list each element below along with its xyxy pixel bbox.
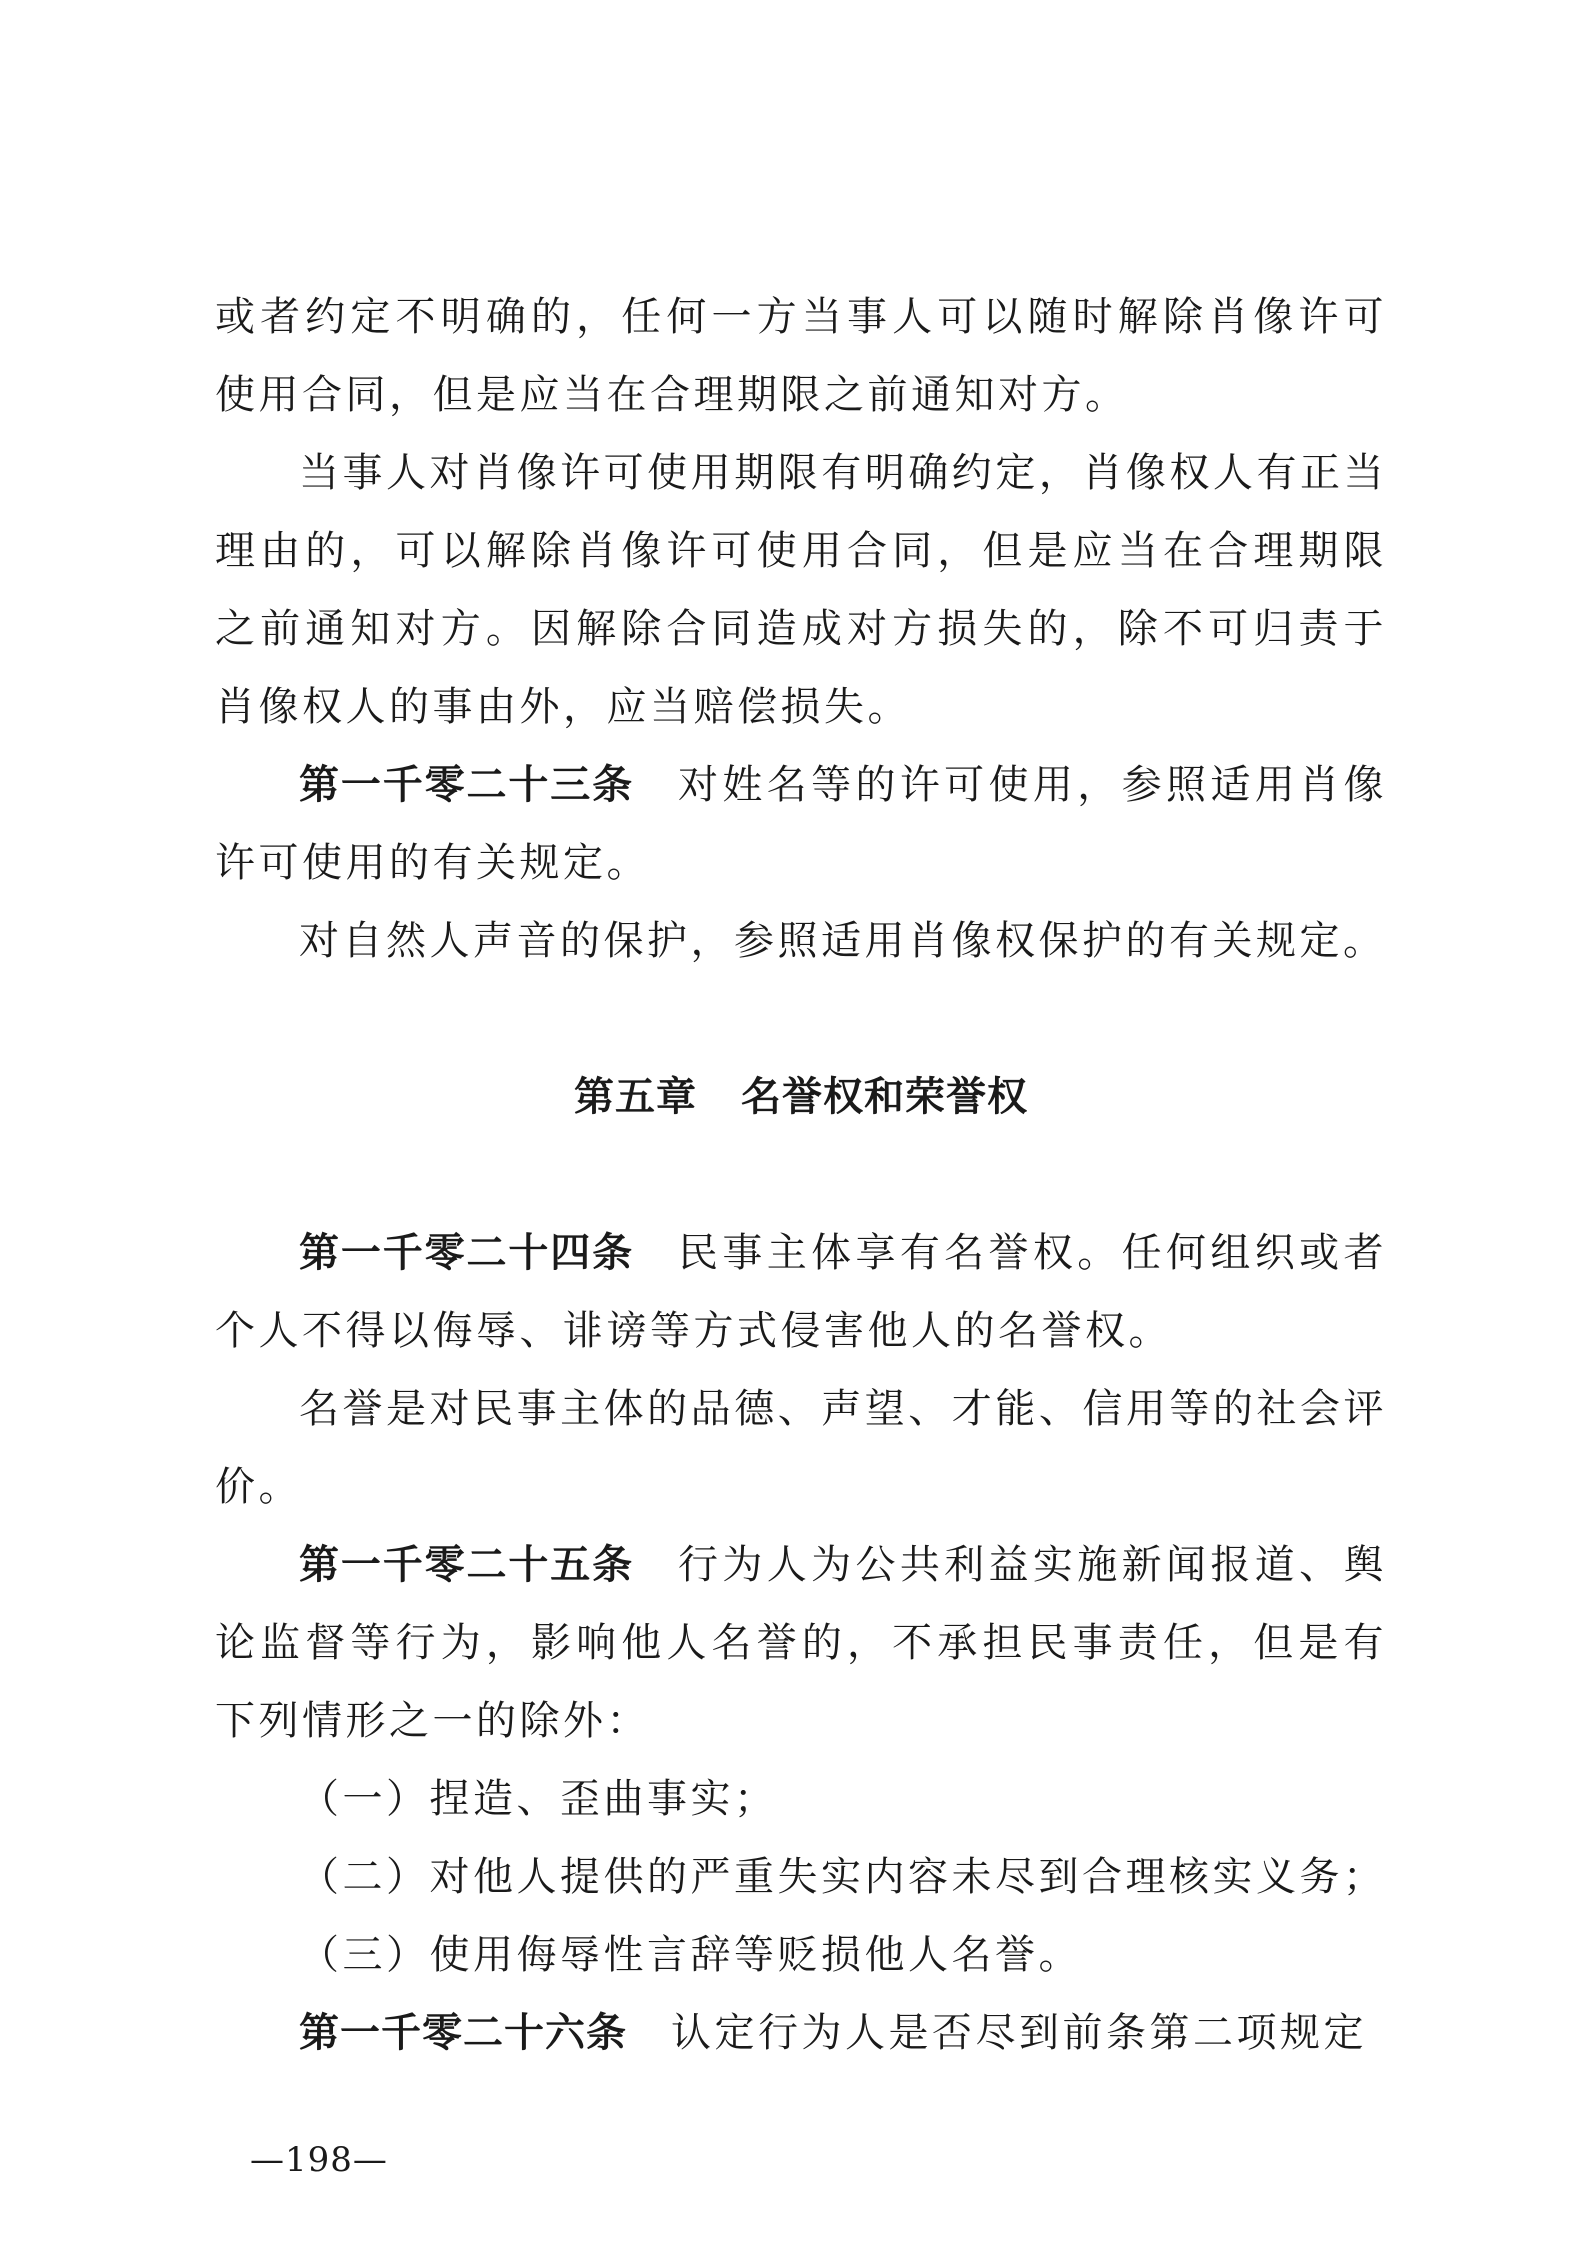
article-1024-label: 第一千零二十四条 [299,1230,634,1276]
article-1026-label: 第一千零二十六条 [299,2010,627,2056]
article-1023-label: 第一千零二十三条 [299,762,634,808]
document-body [215,278,1387,2072]
chapter-heading [215,1058,1387,1136]
article-1026-text: 认定行为人是否尽到前条第二项规定 [671,2010,1367,2056]
paragraph-voice-protection: 对自然人声音的保护，参照适用肖像权保护的有关规定。 [299,918,1387,964]
list-item: （三）使用侮辱性言辞等贬损他人名誉。 [299,1932,1082,1978]
article-1025-label: 第一千零二十五条 [299,1542,634,1588]
article-1024-text: 民事主体享有名誉权。任何组织或者个人不得以侮辱、诽谤等方式侵害他人的名誉权。 [215,1230,1388,1354]
chapter-number: 第五章 [574,1074,697,1120]
chapter-title: 名誉权和荣誉权 [741,1074,1028,1120]
article-1025 [215,1526,1387,1760]
paragraph-termination-rule: 当事人对肖像许可使用期限有明确约定，肖像权人有正当理由的，可以解除肖像许可使用合同，但是应当在合理期限之前通知对方。因解除合同造成对方损失的，除不可归责于肖像权人的事由外，应当赔偿损失。 [215,450,1387,730]
paragraph-reputation-definition: 名誉是对民事主体的品德、声望、才能、信用等的社会评价。 [215,1386,1387,1510]
list-item: （一）捏造、歪曲事实； [299,1776,778,1822]
article-1023-text: 对姓名等的许可使用，参照适用肖像许可使用的有关规定。 [215,762,1388,886]
page-number: —198— [250,2140,388,2180]
list-item: （二）对他人提供的严重失实内容未尽到合理核实义务； [299,1854,1387,1900]
paragraph-continuation: 或者约定不明确的，任何一方当事人可以随时解除肖像许可使用合同，但是应当在合理期限之前通知对方。 [215,294,1387,418]
article-1024 [215,1214,1387,1370]
article-1026 [215,1994,1387,2072]
article-1025-text: 行为人为公共利益实施新闻报道、舆论监督等行为，影响他人名誉的，不承担民事责任，但是有下列情形之一的除外： [215,1542,1388,1744]
article-1023 [215,746,1387,902]
